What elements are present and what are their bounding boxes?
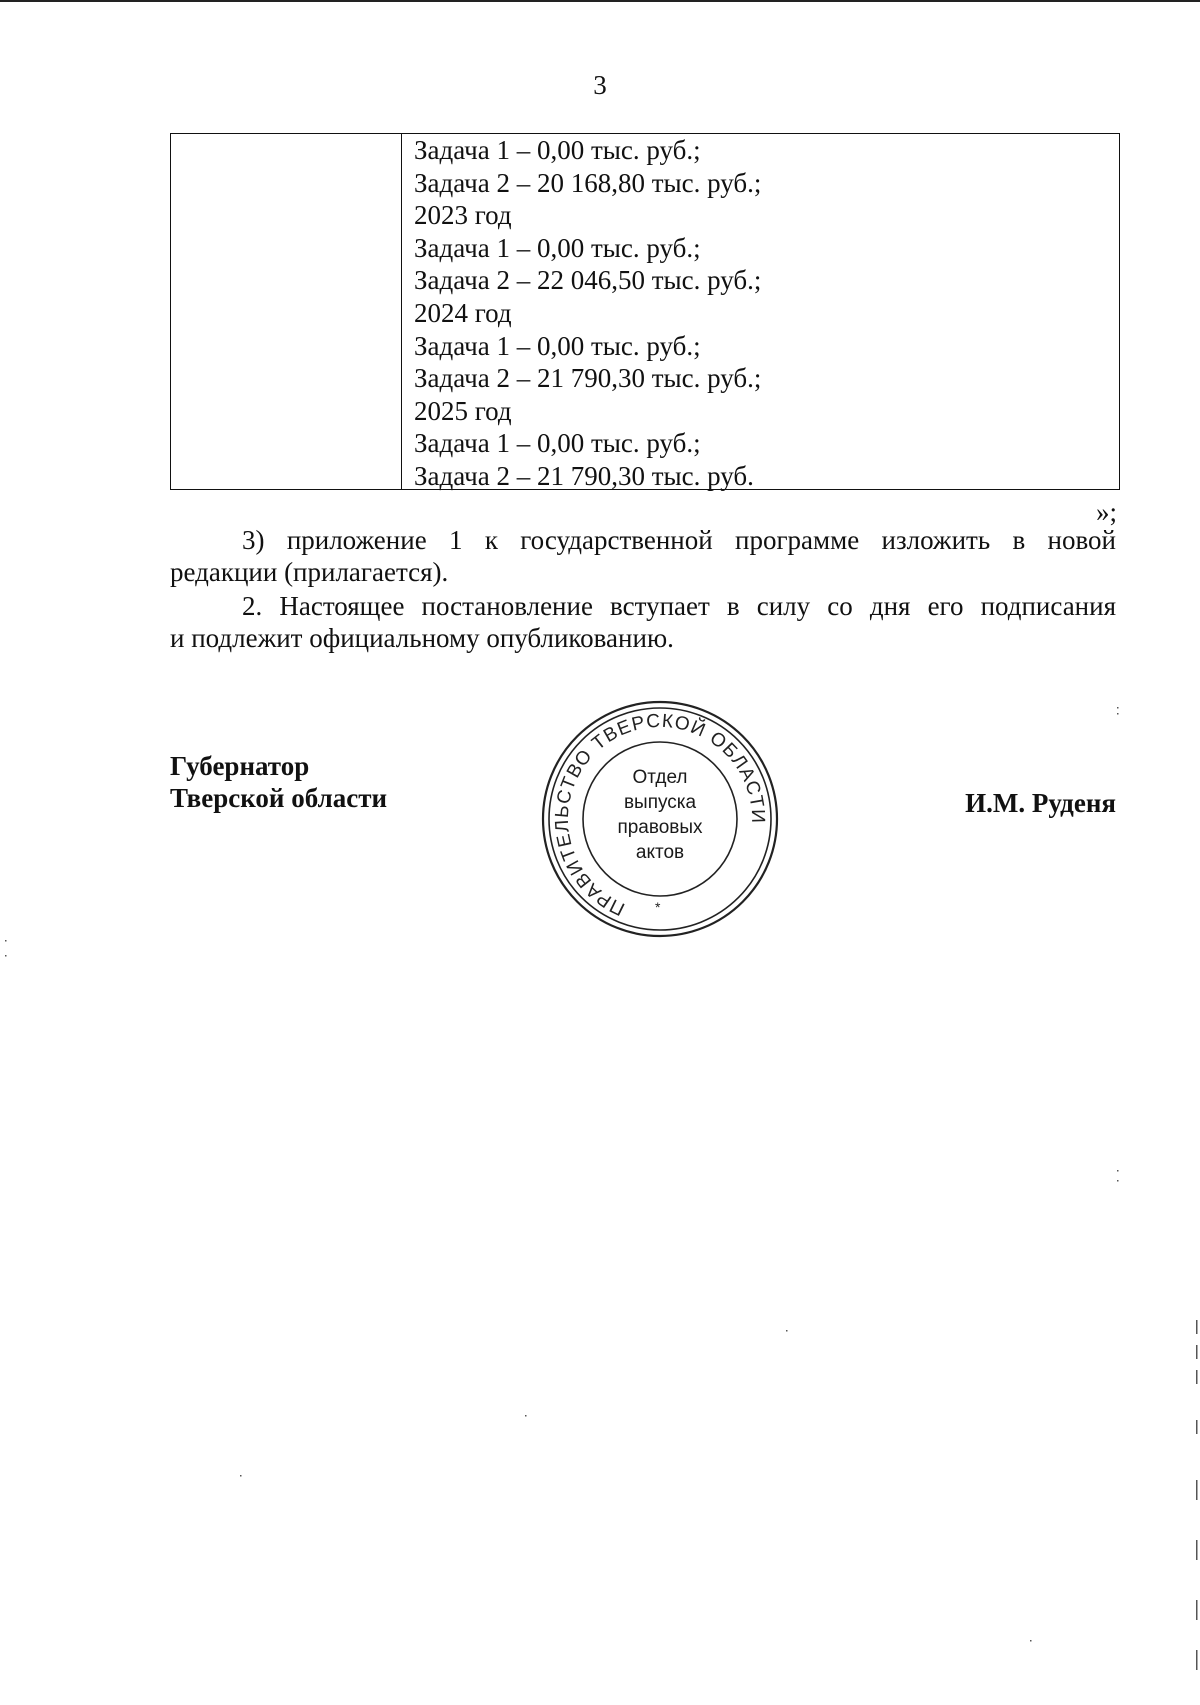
official-stamp <box>540 699 780 939</box>
paragraph-item-2 <box>170 590 1116 654</box>
paragraph-item-3 <box>170 524 1116 588</box>
stamp-center-line: правовых <box>617 817 703 838</box>
stamp-center-line: актов <box>635 842 685 863</box>
table-line-year: 2024 год <box>414 297 512 328</box>
page-top-border <box>0 0 1200 2</box>
table-line-year: 2025 год <box>414 395 512 426</box>
table-line: Задача 1 – 0,00 тыс. руб.; <box>414 135 701 165</box>
table-line: Задача 1 – 0,00 тыс. руб.; <box>414 428 701 459</box>
paragraph-item-3-line-1: 3) приложение 1 к государственной программе изложить в новой <box>242 525 1116 555</box>
table-line: Задача 2 – 20 168,80 тыс. руб.; <box>414 167 762 198</box>
svg-text:*: * <box>655 899 661 915</box>
svg-text:ПРАВИТЕЛЬСТВО ТВЕРСКОЙ ОБЛАСТИ: ПРАВИТЕЛЬСТВО ТВЕРСКОЙ ОБЛАСТИ <box>551 710 769 920</box>
financing-table <box>170 133 1120 490</box>
closing-quote: »; <box>1095 497 1117 527</box>
signer-position-line-1: Губернатор <box>170 751 310 781</box>
page-number: 3 <box>593 70 607 100</box>
paragraph-item-2-line-2: и подлежит официальному опубликованию. <box>170 623 674 653</box>
table-line: Задача 1 – 0,00 тыс. руб.; <box>414 330 701 361</box>
paragraph-item-2-line-1: 2. Настоящее постановление вступает в силу со дня его подписания <box>242 591 1116 621</box>
table-line: Задача 2 – 21 790,30 тыс. руб.; <box>414 363 762 394</box>
table-line: Задача 2 – 22 046,50 тыс. руб.; <box>414 265 762 296</box>
signer-position-line-2: Тверской области <box>170 783 388 813</box>
table-line-year: 2023 год <box>414 200 512 231</box>
stamp-center-text <box>540 765 780 865</box>
table-right-cell <box>414 134 1119 489</box>
paragraph-item-3-line-2: редакции (прилагается). <box>170 557 449 587</box>
signer-position <box>170 750 387 814</box>
stamp-center-line: выпуска <box>623 792 697 813</box>
stamp-center-line: Отдел <box>632 767 688 788</box>
table-left-cell <box>171 134 402 489</box>
signer-name: И.М. Руденя <box>965 788 1116 818</box>
table-line: Задача 2 – 21 790,30 тыс. руб. <box>414 460 754 491</box>
table-line: Задача 1 – 0,00 тыс. руб.; <box>414 232 701 263</box>
